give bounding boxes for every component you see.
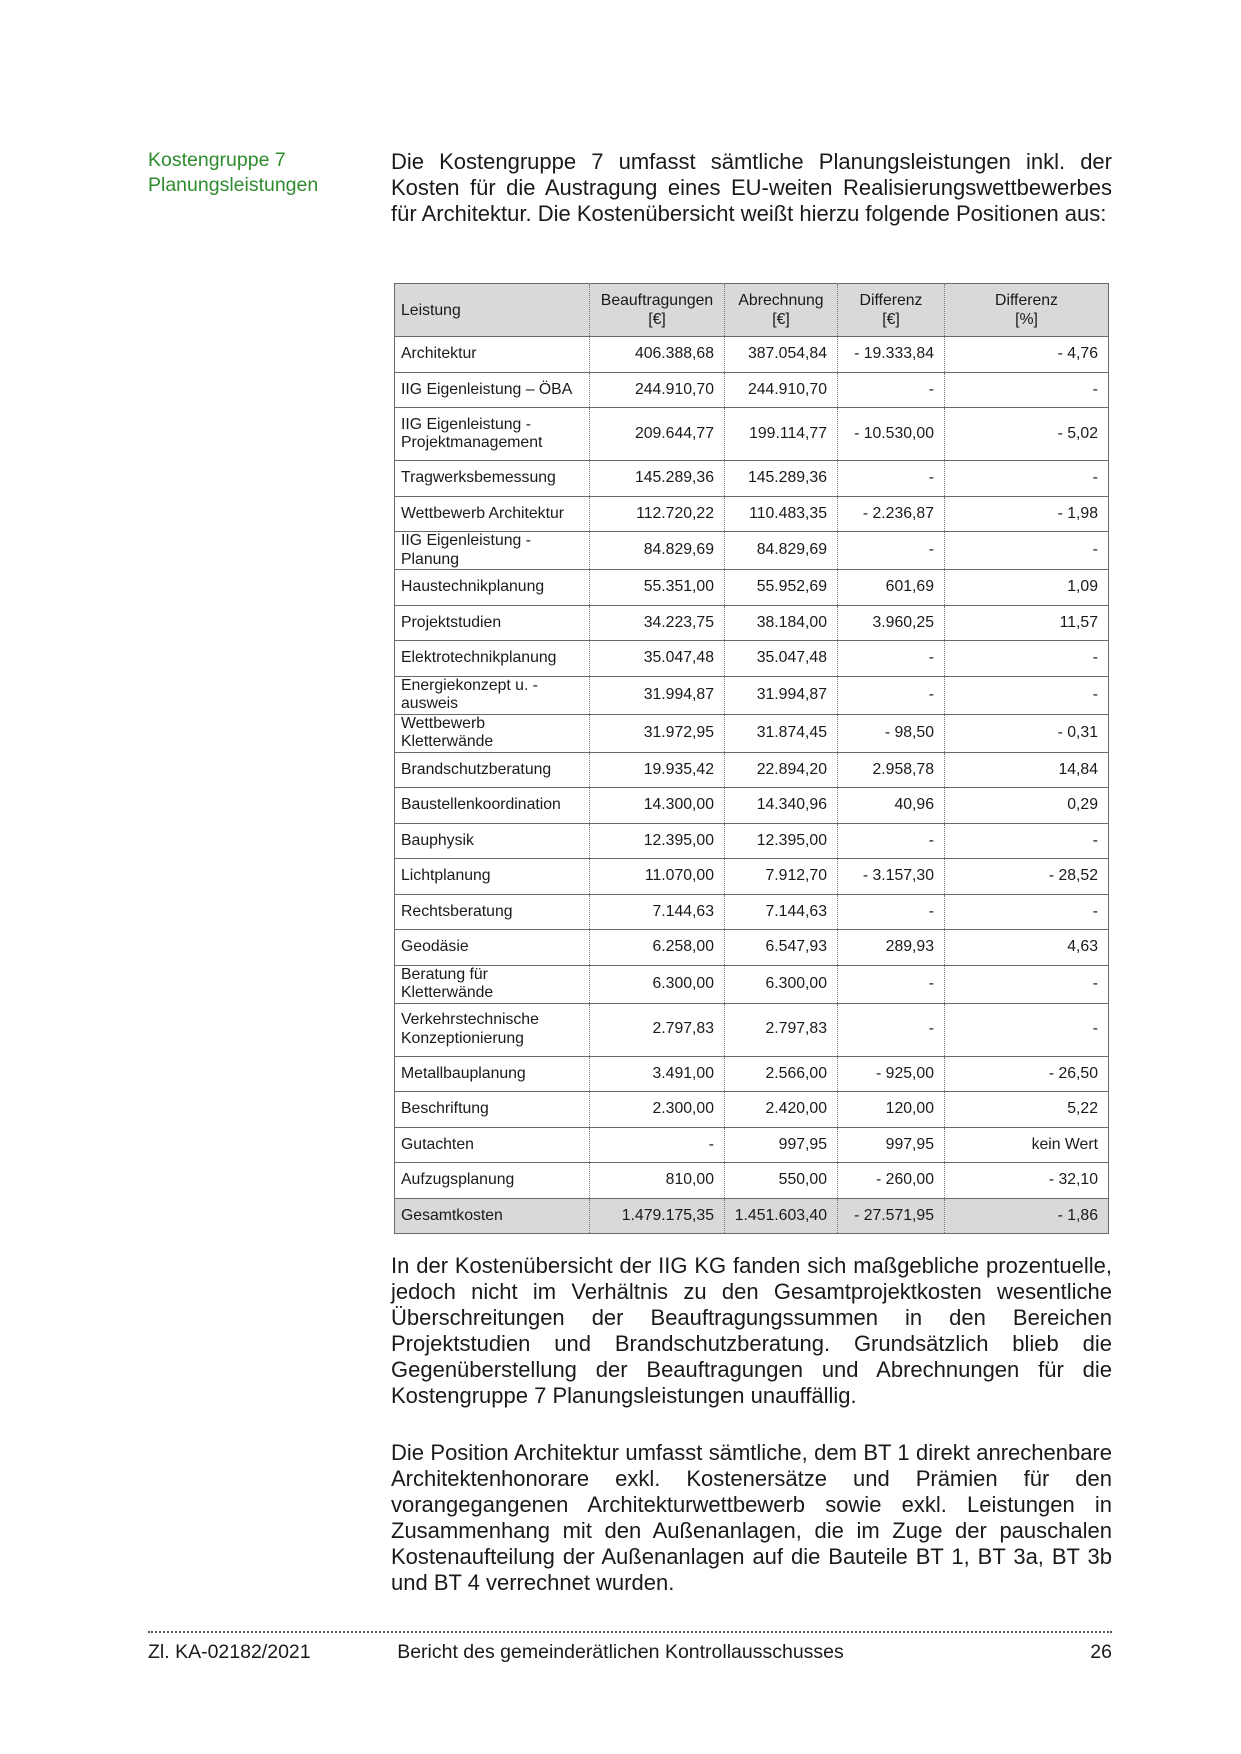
cell-leistung: Lichtplanung [395, 859, 590, 895]
cell-leistung: Gutachten [395, 1127, 590, 1163]
cell-abrechnung: 199.114,77 [725, 408, 838, 461]
cell-differenz-eur: 997,95 [838, 1127, 945, 1163]
cell-leistung: Geodäsie [395, 930, 590, 966]
cell-beauftragungen: 14.300,00 [590, 788, 725, 824]
cell-differenz-eur: - [838, 965, 945, 1003]
cell-differenz-eur: - [838, 823, 945, 859]
cell-differenz-pct: 0,29 [945, 788, 1109, 824]
cell-leistung: Metallbauplanung [395, 1056, 590, 1092]
cell-leistung: Wettbewerb Kletterwände [395, 714, 590, 752]
cell-abrechnung: 35.047,48 [725, 641, 838, 677]
cell-abrechnung: 387.054,84 [725, 337, 838, 373]
table-row [395, 372, 1109, 408]
cell-beauftragungen: 34.223,75 [590, 605, 725, 641]
cell-differenz-eur: - 2.236,87 [838, 496, 945, 532]
cell-abrechnung: 55.952,69 [725, 570, 838, 606]
section-side-heading [148, 148, 348, 198]
total-differenz-eur: - 27.571,95 [838, 1198, 945, 1234]
cell-leistung: IIG Eigenleistung – ÖBA [395, 372, 590, 408]
cell-beauftragungen: 12.395,00 [590, 823, 725, 859]
cell-beauftragungen: 2.300,00 [590, 1092, 725, 1128]
cell-abrechnung: 145.289,36 [725, 461, 838, 497]
cell-abrechnung: 7.144,63 [725, 894, 838, 930]
cell-abrechnung: 38.184,00 [725, 605, 838, 641]
side-heading-line-2: Planungsleistungen [148, 174, 319, 196]
cell-differenz-eur: - 10.530,00 [838, 408, 945, 461]
footer-title: Bericht des gemeinderätlichen Kontrollausschusses [397, 1641, 844, 1663]
table-row [395, 461, 1109, 497]
cell-abrechnung: 31.874,45 [725, 714, 838, 752]
total-differenz-pct: - 1,86 [945, 1198, 1109, 1234]
cell-beauftragungen: 7.144,63 [590, 894, 725, 930]
side-heading-line-1: Kostengruppe 7 [148, 149, 286, 171]
cell-leistung: Verkehrstechnische Konzeptionierung [395, 1003, 590, 1056]
cell-abrechnung: 31.994,87 [725, 676, 838, 714]
cell-beauftragungen: 11.070,00 [590, 859, 725, 895]
cell-differenz-eur: - 3.157,30 [838, 859, 945, 895]
cell-abrechnung: 2.420,00 [725, 1092, 838, 1128]
footer-reference: Zl. KA-02182/2021 [148, 1641, 311, 1663]
header-differenz-eur [838, 284, 945, 337]
cell-beauftragungen: 19.935,42 [590, 752, 725, 788]
header-differenz-eur-label: Differenz [859, 292, 923, 309]
table-row [395, 823, 1109, 859]
cell-differenz-pct: - 32,10 [945, 1163, 1109, 1199]
table-header-row [395, 284, 1109, 337]
cell-differenz-pct: - 4,76 [945, 337, 1109, 373]
table-row [395, 676, 1109, 714]
cell-beauftragungen: 84.829,69 [590, 532, 725, 570]
table-row [395, 337, 1109, 373]
cell-differenz-pct: - [945, 461, 1109, 497]
header-beauftragungen-label: Beauftragungen [600, 292, 714, 309]
cell-leistung: IIG Eigenleistung - Planung [395, 532, 590, 570]
cell-differenz-eur: 3.960,25 [838, 605, 945, 641]
table-row [395, 1056, 1109, 1092]
footer-divider [148, 1631, 1112, 1633]
cell-differenz-eur: - [838, 532, 945, 570]
header-abrechnung-unit: [€] [772, 311, 790, 328]
cell-leistung: Aufzugsplanung [395, 1163, 590, 1199]
header-leistung-label: Leistung [401, 301, 461, 319]
cell-beauftragungen: 31.994,87 [590, 676, 725, 714]
table-row [395, 894, 1109, 930]
cell-differenz-pct: - [945, 532, 1109, 570]
cell-differenz-eur: - [838, 461, 945, 497]
table-row [395, 605, 1109, 641]
table-row [395, 714, 1109, 752]
cell-differenz-pct: 5,22 [945, 1092, 1109, 1128]
cell-beauftragungen: 145.289,36 [590, 461, 725, 497]
cell-differenz-pct: kein Wert [945, 1127, 1109, 1163]
total-beauftragungen: 1.479.175,35 [590, 1198, 725, 1234]
cell-abrechnung: 110.483,35 [725, 496, 838, 532]
table-row [395, 1163, 1109, 1199]
cell-beauftragungen: 3.491,00 [590, 1056, 725, 1092]
cell-abrechnung: 550,00 [725, 1163, 838, 1199]
header-abrechnung [725, 284, 838, 337]
cell-beauftragungen: 810,00 [590, 1163, 725, 1199]
cell-differenz-pct: - [945, 641, 1109, 677]
cell-differenz-pct: 4,63 [945, 930, 1109, 966]
header-leistung [395, 284, 590, 337]
cell-differenz-eur: - [838, 894, 945, 930]
cell-beauftragungen: 6.258,00 [590, 930, 725, 966]
cell-beauftragungen: 209.644,77 [590, 408, 725, 461]
cell-leistung: Beschriftung [395, 1092, 590, 1128]
cell-differenz-eur: - [838, 676, 945, 714]
table-row [395, 752, 1109, 788]
cell-abrechnung: 6.300,00 [725, 965, 838, 1003]
cell-leistung: Elektrotechnikplanung [395, 641, 590, 677]
cell-differenz-pct: - 1,98 [945, 496, 1109, 532]
cell-abrechnung: 22.894,20 [725, 752, 838, 788]
table-row [395, 1092, 1109, 1128]
findings-paragraph: In der Kostenübersicht der IIG KG fanden sich maßgebliche prozentuelle, jedoch nicht im Verhältnis zu den Gesamtprojektkosten wesentliche Überschreitungen der Beauftragungssummen in den Bereichen Projektstudien und Brandschutzberatung. Grundsätzlich blieb die Gegenüberstellung der Beauftragungen und Abrechnungen für die Kostengruppe 7 Planungsleistungen unauffällig. [391, 1253, 1112, 1408]
cell-beauftragungen: 6.300,00 [590, 965, 725, 1003]
cell-abrechnung: 2.797,83 [725, 1003, 838, 1056]
cell-abrechnung: 14.340,96 [725, 788, 838, 824]
table-body [395, 337, 1109, 1234]
cell-differenz-pct: - [945, 372, 1109, 408]
cell-differenz-eur: - [838, 372, 945, 408]
table-row [395, 859, 1109, 895]
cell-leistung: Rechtsberatung [395, 894, 590, 930]
cell-beauftragungen: 406.388,68 [590, 337, 725, 373]
cell-differenz-eur: - [838, 641, 945, 677]
table-row [395, 1127, 1109, 1163]
cell-abrechnung: 12.395,00 [725, 823, 838, 859]
total-leistung: Gesamtkosten [395, 1198, 590, 1234]
cell-beauftragungen: 31.972,95 [590, 714, 725, 752]
cell-leistung: Baustellenkoordination [395, 788, 590, 824]
table-total-row [395, 1198, 1109, 1234]
cell-differenz-eur: 40,96 [838, 788, 945, 824]
table-row [395, 930, 1109, 966]
table-row [395, 496, 1109, 532]
cell-differenz-pct: - 28,52 [945, 859, 1109, 895]
cell-leistung: Haustechnikplanung [395, 570, 590, 606]
cell-beauftragungen: 244.910,70 [590, 372, 725, 408]
cell-differenz-eur: - 260,00 [838, 1163, 945, 1199]
cell-differenz-eur: - [838, 1003, 945, 1056]
header-differenz-pct-unit: [%] [1015, 311, 1038, 328]
cell-beauftragungen: - [590, 1127, 725, 1163]
cell-differenz-pct: - [945, 894, 1109, 930]
cell-abrechnung: 2.566,00 [725, 1056, 838, 1092]
footer-page-number: 26 [1090, 1641, 1112, 1663]
intro-paragraph: Die Kostengruppe 7 umfasst sämtliche Planungsleistungen inkl. der Kosten für die Austragung eines EU-weiten Realisierungswettbewerbes für Architektur. Die Kostenübersicht weißt hierzu folgende Positionen aus: [391, 149, 1112, 226]
cell-differenz-pct: - [945, 965, 1109, 1003]
cell-differenz-pct: - 26,50 [945, 1056, 1109, 1092]
cell-differenz-pct: 14,84 [945, 752, 1109, 788]
header-differenz-pct-label: Differenz [995, 292, 1058, 309]
cell-differenz-pct: - [945, 1003, 1109, 1056]
cell-differenz-pct: 11,57 [945, 605, 1109, 641]
table-row [395, 570, 1109, 606]
cell-differenz-eur: - 98,50 [838, 714, 945, 752]
cell-leistung: Projektstudien [395, 605, 590, 641]
cell-leistung: Architektur [395, 337, 590, 373]
table-row [395, 1003, 1109, 1056]
cell-differenz-eur: - 19.333,84 [838, 337, 945, 373]
cell-beauftragungen: 2.797,83 [590, 1003, 725, 1056]
cell-leistung: Energiekonzept u. -ausweis [395, 676, 590, 714]
cell-abrechnung: 6.547,93 [725, 930, 838, 966]
header-differenz-pct [945, 284, 1109, 337]
cell-differenz-eur: - 925,00 [838, 1056, 945, 1092]
cell-abrechnung: 7.912,70 [725, 859, 838, 895]
cell-leistung: IIG Eigenleistung - Projektmanagement [395, 408, 590, 461]
table-row [395, 788, 1109, 824]
total-abrechnung: 1.451.603,40 [725, 1198, 838, 1234]
cell-differenz-pct: 1,09 [945, 570, 1109, 606]
cell-differenz-eur: 2.958,78 [838, 752, 945, 788]
cell-differenz-pct: - 0,31 [945, 714, 1109, 752]
table-row [395, 532, 1109, 570]
header-abrechnung-label: Abrechnung [738, 292, 824, 309]
table-row [395, 408, 1109, 461]
cell-abrechnung: 997,95 [725, 1127, 838, 1163]
cell-leistung: Wettbewerb Architektur [395, 496, 590, 532]
cell-differenz-pct: - 5,02 [945, 408, 1109, 461]
header-beauftragungen [590, 284, 725, 337]
cell-differenz-eur: 601,69 [838, 570, 945, 606]
cell-abrechnung: 84.829,69 [725, 532, 838, 570]
cell-differenz-pct: - [945, 823, 1109, 859]
cell-beauftragungen: 112.720,22 [590, 496, 725, 532]
table-row [395, 965, 1109, 1003]
cell-leistung: Beratung für Kletterwände [395, 965, 590, 1003]
cell-abrechnung: 244.910,70 [725, 372, 838, 408]
cell-leistung: Bauphysik [395, 823, 590, 859]
cell-differenz-eur: 120,00 [838, 1092, 945, 1128]
cell-leistung: Brandschutzberatung [395, 752, 590, 788]
cell-differenz-eur: 289,93 [838, 930, 945, 966]
cell-beauftragungen: 55.351,00 [590, 570, 725, 606]
header-differenz-eur-unit: [€] [882, 311, 900, 328]
cell-beauftragungen: 35.047,48 [590, 641, 725, 677]
cell-differenz-pct: - [945, 676, 1109, 714]
header-beauftragungen-unit: [€] [648, 311, 666, 328]
cell-leistung: Tragwerksbemessung [395, 461, 590, 497]
architektur-paragraph: Die Position Architektur umfasst sämtliche, dem BT 1 direkt anrechenbare Architektenhonorare exkl. Kostenersätze und Prämien für den vorangegangenen Architekturwettbewerb sowie exkl. Leistungen in Zusammenhang mit den Außenanlagen, die im Zuge der pauschalen Kostenaufteilung der Außenanlagen auf die Bauteile BT 1, BT 3a, BT 3b und BT 4 verrechnet wurden. [391, 1440, 1112, 1595]
cost-table [394, 283, 1109, 1234]
table-row [395, 641, 1109, 677]
